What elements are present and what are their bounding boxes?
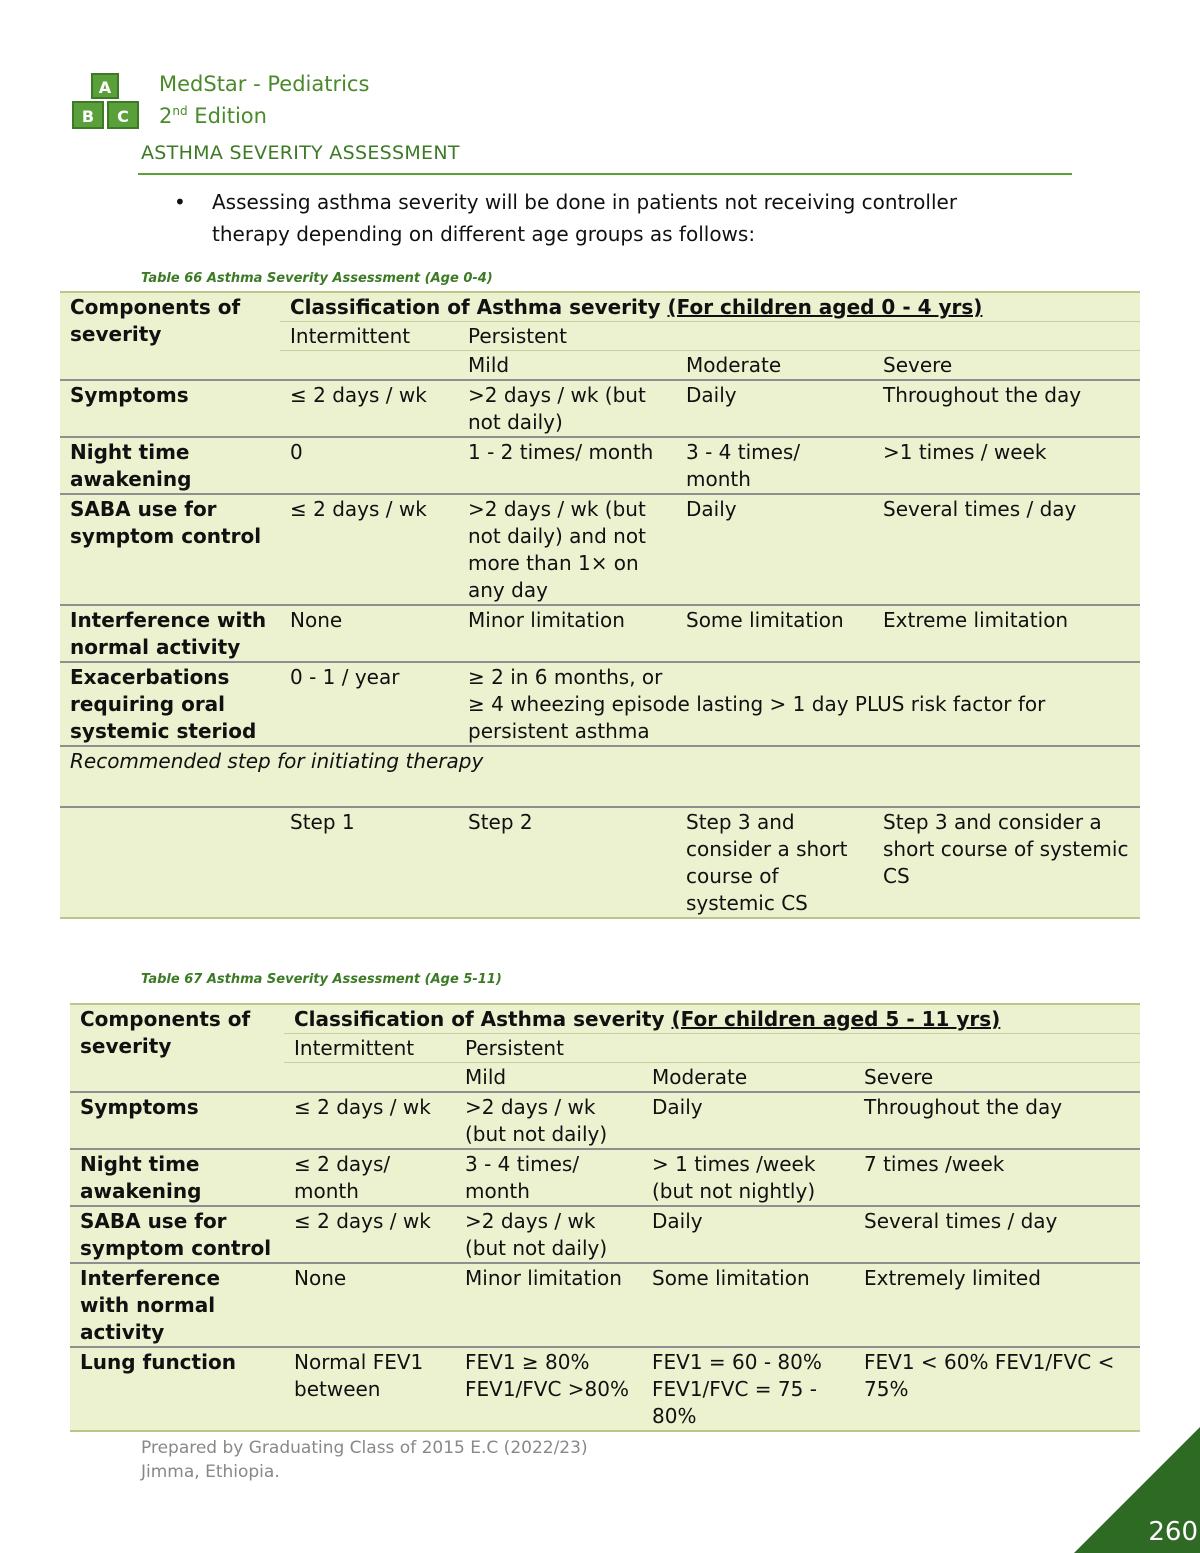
t66-classification-header: Classification of Asthma severity (For children aged 0 - 4 yrs) [290,295,983,319]
abc-blocks-logo [70,72,142,130]
table-row: Night time awakening ≤ 2 days/ month 3 - 4 times/ month > 1 times /week (but not nightly) 7 times /week [70,1149,1140,1206]
table-row: Symptoms ≤ 2 days / wk >2 days / wk (but not daily) Daily Throughout the day [60,380,1140,437]
t66-mild: Mild [468,353,510,377]
t66-exacerbation-persistent: ≥ 2 in 6 months, or ≥ 4 wheezing episode lasting > 1 day PLUS risk factor for persistent asthma [468,665,1046,743]
table-row: Symptoms ≤ 2 days / wk >2 days / wk (but not daily) Daily Throughout the day [70,1092,1140,1149]
t67-intermittent: Intermittent [294,1036,415,1060]
t67-components-header: Components of severity [80,1007,251,1058]
table66-caption: Table 66 Asthma Severity Assessment (Age 0-4) [141,271,493,286]
table66 [60,291,1140,919]
t66-recommended-label: Recommended step for initiating therapy [70,749,484,773]
t66-components-header: Components of severity [70,295,241,346]
table67-caption: Table 67 Asthma Severity Assessment (Age 5-11) [141,972,502,987]
table-row: Exacerbations requiring oral systemic steriod 0 - 1 / year ≥ 2 in 6 months, or ≥ 4 wheezing episode lasting > 1 day PLUS risk factor for persistent asthma [60,662,1140,746]
logo-letter-b: B [81,107,95,126]
table67 [70,1003,1140,1432]
table-row: Interference with normal activity None Minor limitation Some limitation Extreme limitation [60,605,1140,662]
bullet-dot-icon: • [174,190,186,214]
section-title: ASTHMA SEVERITY ASSESSMENT [141,142,460,164]
brand-title: MedStar - Pediatrics [159,72,370,96]
t67-mild: Mild [465,1065,507,1089]
t66-severe: Severe [883,353,953,377]
brand-block [159,71,369,130]
footer-line1: Prepared by Graduating Class of 2015 E.C (2022/23) [141,1438,588,1458]
footer-line2: Jimma, Ethiopia. [141,1462,280,1482]
title-divider [138,173,1072,175]
t67-severe: Severe [864,1065,934,1089]
table-row: Step 1 Step 2 Step 3 and consider a short course of systemic CS Step 3 and consider a short course of systemic CS [60,807,1140,918]
t67-classification-header: Classification of Asthma severity (For children aged 5 - 11 yrs) [294,1007,1001,1031]
t66-intermittent: Intermittent [290,324,411,348]
t66-exacerbation-label: Exacerbations requiring oral systemic steriod [70,665,257,743]
table-row: SABA use for symptom control ≤ 2 days / wk >2 days / wk (but not daily) Daily Several times / day [70,1206,1140,1263]
brand-edition: 2nd Edition [159,104,267,128]
t67-moderate: Moderate [652,1065,748,1089]
table-row: Interference with normal activity None Minor limitation Some limitation Extremely limited [70,1263,1140,1347]
logo-letter-a: A [98,78,112,97]
t67-persistent: Persistent [465,1036,564,1060]
t66-moderate: Moderate [686,353,782,377]
intro-bullet-text: Assessing asthma severity will be done in patients not receiving controller therapy depending on different age groups as follows: [212,190,958,246]
intro-bullet [174,186,1014,250]
logo-letter-c: C [117,107,129,126]
table-row: Lung function Normal FEV1 between FEV1 ≥ 80% FEV1/FVC >80% FEV1 = 60 - 80% FEV1/FVC = 75 - 80% FEV1 < 60% FEV1/FVC < 75% [70,1347,1140,1431]
t66-persistent: Persistent [468,324,567,348]
table-row: Night time awakening 0 1 - 2 times/ month 3 - 4 times/ month >1 times / week [60,437,1140,494]
page-number: 260 [1148,1517,1198,1547]
table-row: SABA use for symptom control ≤ 2 days / wk >2 days / wk (but not daily) and not more than 1× on any day Daily Several times / day [60,494,1140,605]
footer [141,1436,588,1484]
